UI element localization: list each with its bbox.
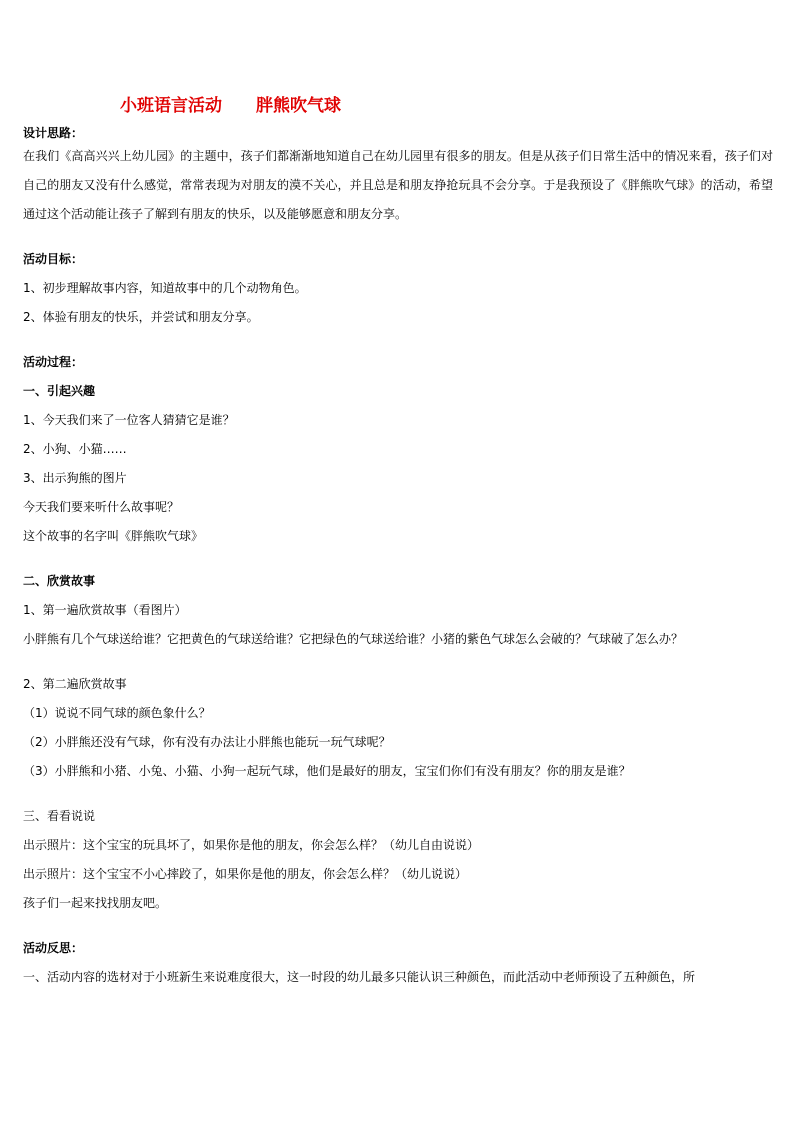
process-line: 1、第一遍欣赏故事（看图片）: [23, 603, 187, 617]
process-line: 出示照片：这个宝宝的玩具坏了，如果你是他的朋友，你会怎么样？（幼儿自由说说）: [23, 838, 480, 852]
document-page: [23, 95, 773, 992]
section-heading-look-say: 三、看看说说: [23, 809, 96, 823]
reflection-heading: 活动反思：: [23, 941, 84, 955]
process-line: （3）小胖熊和小猪、小兔、小猫、小狗一起玩气球，他们是最好的朋友，宝宝们你们有没有朋友？你的朋友是谁？: [23, 764, 631, 778]
process-line: （2）小胖熊还没有气球，你有没有办法让小胖熊也能玩一玩气球呢？: [23, 735, 391, 749]
process-line: 这个故事的名字叫《胖熊吹气球》: [23, 529, 204, 543]
process-line: 2、小狗、小猫……: [23, 442, 127, 456]
process-line: 2、第二遍欣赏故事: [23, 677, 127, 691]
goals-heading: 活动目标：: [23, 252, 84, 266]
process-line: （1）说说不同气球的颜色象什么？: [23, 706, 211, 720]
section-heading-story: 二、欣赏故事: [23, 574, 96, 588]
section-heading-interest: 一、引起兴趣: [23, 384, 96, 398]
goal-item: 1、初步理解故事内容，知道故事中的几个动物角色。: [23, 281, 307, 295]
design-paragraph: 在我们《高高兴兴上幼儿园》的主题中，孩子们都渐渐地知道自己在幼儿园里有很多的朋友。但是从孩子们日常生活中的情况来看，孩子们对自己的朋友又没有什么感觉，常常表现为对朋友的漠不关心，并且总是和朋友挣抢玩具不会分享。于是我预设了《胖熊吹气球》的活动，希望通过这个活动能让孩子了解到有朋友的快乐，以及能够愿意和朋友分享。: [23, 149, 773, 221]
reflection-paragraph: 一、活动内容的选材对于小班新生来说难度很大，这一时段的幼儿最多只能认识三种颜色，而此活动中老师预设了五种颜色，所: [23, 970, 696, 984]
process-line: 出示照片：这个宝宝不小心摔跤了，如果你是他的朋友，你会怎么样？（幼儿说说）: [23, 867, 468, 881]
process-line: 今天我们要来听什么故事呢？: [23, 500, 180, 514]
process-heading: 活动过程：: [23, 355, 84, 369]
process-line: 孩子们一起来找找朋友吧。: [23, 896, 168, 910]
process-line: 1、今天我们来了一位客人猜猜它是谁？: [23, 413, 235, 427]
design-heading: 设计思路：: [23, 126, 84, 140]
goal-item: 2、体验有朋友的快乐，并尝试和朋友分享。: [23, 310, 259, 324]
document-title: 小班语言活动 胖熊吹气球: [120, 96, 341, 116]
process-line: 小胖熊有几个气球送给谁？它把黄色的气球送给谁？它把绿色的气球送给谁？小猪的紫色气球怎么会破的？气球破了怎么办？: [23, 632, 684, 646]
process-line: 3、出示狗熊的图片: [23, 471, 127, 485]
